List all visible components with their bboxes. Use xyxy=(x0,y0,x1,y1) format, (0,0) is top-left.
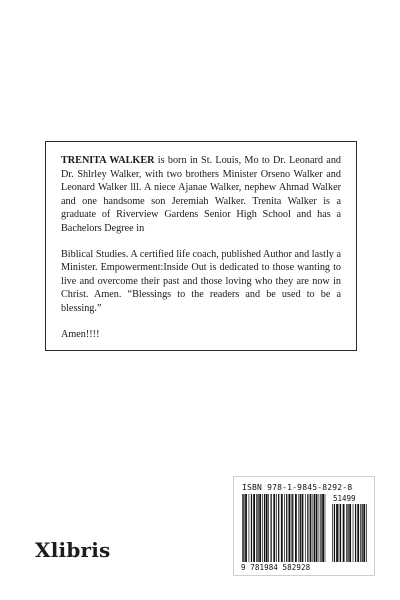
barcode-bar xyxy=(259,494,261,562)
barcode-bar xyxy=(242,494,243,562)
barcode-bar xyxy=(357,504,359,562)
bio-paragraph-1 xyxy=(61,154,341,236)
barcode-bar xyxy=(325,494,326,562)
barcode-bar xyxy=(298,494,299,562)
barcode-bar xyxy=(366,504,367,562)
barcode-bar xyxy=(322,494,324,562)
barcode-bar xyxy=(286,494,287,562)
barcode-bar xyxy=(264,494,265,562)
barcode-bars xyxy=(234,477,376,577)
barcode-bar xyxy=(320,494,321,562)
barcode-bar xyxy=(319,494,320,562)
isbn-barcode xyxy=(233,476,375,576)
barcode-bar xyxy=(347,504,348,562)
barcode-bar xyxy=(355,504,356,562)
barcode-bar xyxy=(334,504,335,562)
isbn-label: ISBN 978-1-9845-8292-8 xyxy=(242,483,353,492)
barcode-bar xyxy=(291,494,292,562)
barcode-bar xyxy=(336,504,338,562)
barcode-bar xyxy=(339,504,340,562)
barcode-bar xyxy=(243,494,244,562)
barcode-bar xyxy=(262,494,263,562)
barcode-bar xyxy=(349,504,351,562)
barcode-bar xyxy=(305,494,306,562)
barcode-bar xyxy=(363,504,365,562)
barcode-bar xyxy=(276,494,277,562)
barcode-bar xyxy=(314,494,315,562)
barcode-bar xyxy=(346,504,347,562)
barcode-bar xyxy=(257,494,258,562)
bio-paragraph-1-text: is born in St. Louis, Mo to Dr. Leonard and Dr. Shlrley Walker, with two brothers Minister Orseno Walker and Leonard Walker lll. A niece Ajanae Walker, nephew Ahmad Walker and one handsome son Jeremiah Walker. Trenita Walker is a graduate of Riverview Gardens Senior High School and has a Bachelors Degree in xyxy=(61,155,342,234)
barcode-bar xyxy=(302,494,304,562)
bio-paragraph-2: Biblical Studies. A certified life coach, published Author and lastly a Minister. Empowerment:Inside Out is dedicated to those wanting to live and overcome their past and those loving who they are now in Christ. Amen. “Blessings to the readers and be used to be a blessing.” xyxy=(61,248,341,314)
barcode-bar xyxy=(256,494,257,562)
barcode-bar xyxy=(295,494,297,562)
barcode-bar xyxy=(340,504,341,562)
barcode-bar xyxy=(281,494,283,562)
barcode-bar xyxy=(249,494,250,562)
barcode-addon-digits: 51499 xyxy=(333,494,356,503)
barcode-bar xyxy=(310,494,312,562)
barcode-bar xyxy=(313,494,314,562)
author-bio-box xyxy=(45,141,357,351)
barcode-bar xyxy=(251,494,252,562)
barcode-bar xyxy=(360,504,361,562)
barcode-bar xyxy=(362,504,363,562)
barcode-bar xyxy=(284,494,285,562)
barcode-bar xyxy=(288,494,290,562)
barcode-bar xyxy=(268,494,269,562)
barcode-bar xyxy=(316,494,318,562)
barcode-bar xyxy=(353,504,354,562)
barcode-bar xyxy=(266,494,268,562)
barcode-bar xyxy=(343,504,345,562)
barcode-bar xyxy=(271,494,272,562)
barcode-bar xyxy=(273,494,275,562)
barcode-bar xyxy=(245,494,247,562)
barcode-bar xyxy=(300,494,301,562)
bio-closing: Amen!!!! xyxy=(61,328,100,340)
barcode-bar xyxy=(292,494,293,562)
author-name: TRENITA WALKER xyxy=(61,155,155,166)
barcode-bar xyxy=(332,504,333,562)
barcode-bar xyxy=(278,494,279,562)
barcode-bar xyxy=(307,494,308,562)
publisher-logo: Xlibris xyxy=(35,538,111,562)
barcode-bar xyxy=(253,494,255,562)
barcode-ean-digits: 9 781984 582928 xyxy=(241,563,311,572)
